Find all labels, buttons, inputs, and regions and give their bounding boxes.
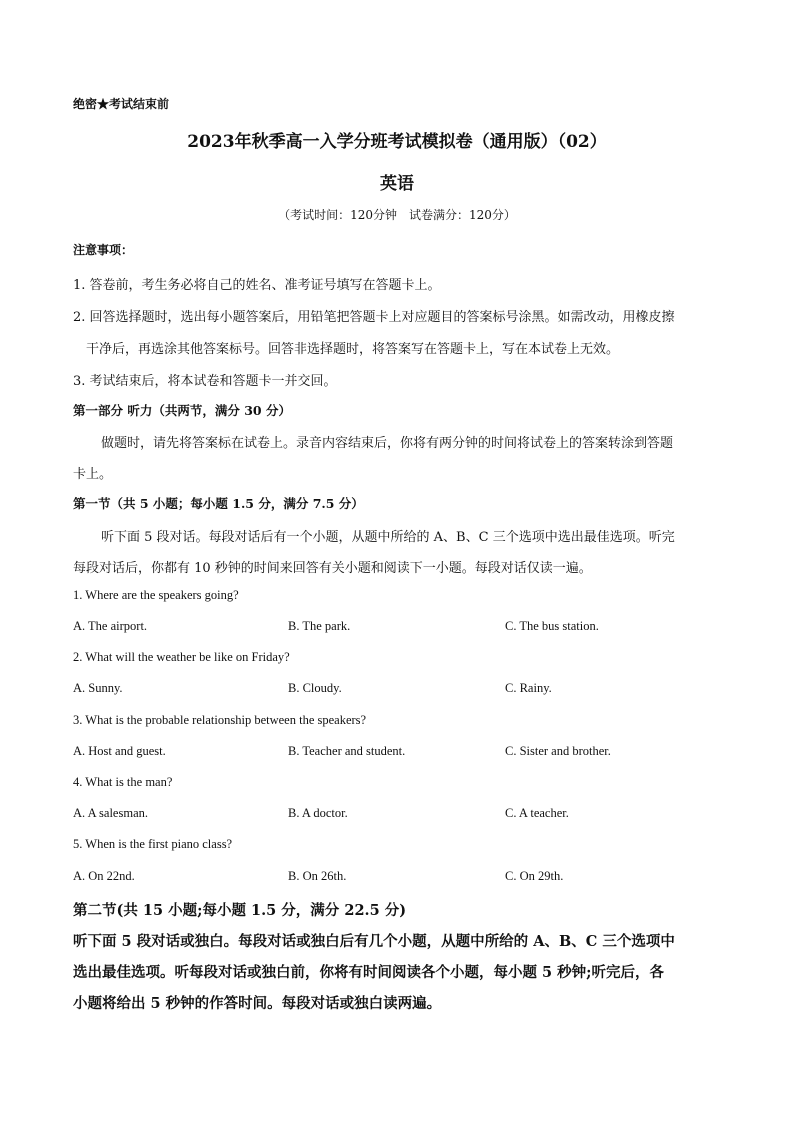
notice-item-2-cont: 干净后，再选涂其他答案标号。回答非选择题时，将答案写在答题卡上，写在本试卷上无效。 (86, 342, 620, 357)
subject-title: 英语 (380, 174, 414, 194)
notice-item-1: 1. 答卷前，考生务必将自己的姓名、准考证号填写在答题卡上。 (73, 278, 441, 293)
exam-title: 2023年秋季高一入学分班考试模拟卷（通用版）（02） (187, 132, 607, 152)
q2-option-a: A. Sunny. (73, 681, 123, 695)
question-3: 3. What is the probable relationship between the speakers? (73, 713, 367, 727)
section1-intro-line-2: 每段对话后，你都有 10 秒钟的时间来回答有关小题和阅读下一小题。每段对话仅读一遍。 (73, 561, 592, 576)
q5-option-b: B. On 26th. (288, 869, 347, 883)
question-2: 2. What will the weather be like on Friday? (73, 650, 290, 664)
q3-option-c: C. Sister and brother. (505, 744, 611, 758)
notice-heading: 注意事项： (73, 243, 134, 257)
section1-heading: 第一节（共 5 小题；每小题 1.5 分，满分 7.5 分） (73, 496, 364, 511)
section1-intro-line-1: 听下面 5 段对话。每段对话后有一个小题，从题中所给的 A、B、C 三个选项中选出最佳选项。听完 (101, 530, 675, 545)
question-1: 1. Where are the speakers going? (73, 588, 239, 602)
q1-option-c: C. The bus station. (505, 619, 599, 633)
q4-option-b: B. A doctor. (288, 806, 348, 820)
q4-option-c: C. A teacher. (505, 806, 569, 820)
q3-option-a: A. Host and guest. (73, 744, 166, 758)
section2-intro-line-3: 小题将给出 5 秒钟的作答时间。每段对话或独白读两遍。 (73, 995, 442, 1012)
q2-option-c: C. Rainy. (505, 681, 552, 695)
secret-label: 绝密★考试结束前 (73, 97, 170, 111)
q1-option-b: B. The park. (288, 619, 351, 633)
q2-option-b: B. Cloudy. (288, 681, 342, 695)
notice-item-3: 3. 考试结束后，将本试卷和答题卡一并交回。 (73, 374, 337, 389)
q3-option-b: B. Teacher and student. (288, 744, 406, 758)
q5-option-c: C. On 29th. (505, 869, 564, 883)
q1-option-a: A. The airport. (73, 619, 148, 633)
question-5: 5. When is the first piano class? (73, 837, 233, 851)
section2-intro-line-2: 选出最佳选项。听每段对话或独白前，你将有时间阅读各个小题，每小题 5 秒钟;听完后，各 (73, 964, 665, 981)
q5-option-a: A. On 22nd. (73, 869, 135, 883)
question-4: 4. What is the man? (73, 775, 173, 789)
notice-item-2: 2. 回答选择题时，选出每小题答案后，用铅笔把答题卡上对应题目的答案标号涂黑。如需改动，用橡皮擦 (73, 310, 675, 325)
exam-info: （考试时间：120分钟 试卷满分：120分） (278, 208, 516, 222)
section2-intro-line-1: 听下面 5 段对话或独白。每段对话或独白后有几个小题，从题中所给的 A、B、C 三个选项中 (73, 933, 675, 950)
part1-heading: 第一部分 听力（共两节，满分 30 分） (73, 403, 291, 418)
part1-intro-line-1: 做题时，请先将答案标在试卷上。录音内容结束后，你将有两分钟的时间将试卷上的答案转涂到答题 (101, 436, 674, 451)
part1-intro-line-2: 卡上。 (73, 467, 113, 482)
q4-option-a: A. A salesman. (73, 806, 148, 820)
section2-heading: 第二节(共 15 小题;每小题 1.5 分，满分 22.5 分) (73, 902, 407, 919)
